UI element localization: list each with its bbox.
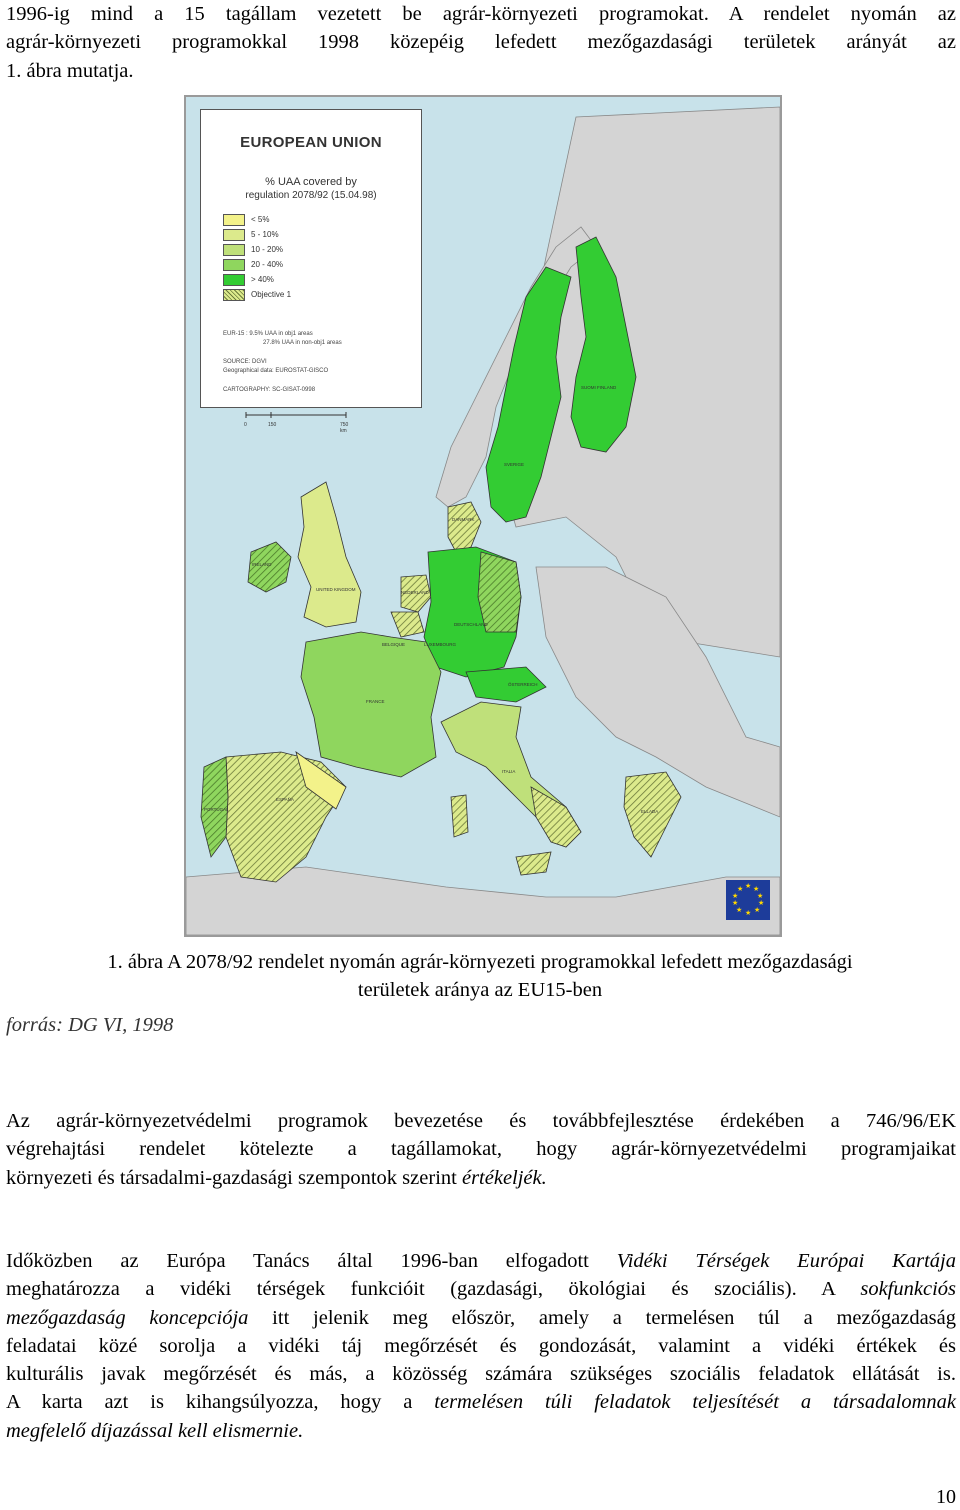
text-line: kulturális javak megőrzését és más, a közösség számára szükséges szociális feladatok ellátását is.	[6, 1363, 956, 1386]
map-label-sweden: SVERIGE	[504, 462, 525, 467]
text-line: feladatai közé sorolja a vidéki táj megőrzését és gondozását, valamint a vidéki értékek és	[6, 1334, 956, 1357]
map-label-belgium: BELGIQUE	[382, 642, 406, 647]
scale-label: 150	[268, 422, 277, 428]
map-label-portugal: PORTUGAL	[204, 807, 229, 812]
map-label-greece: ELLADA	[641, 809, 659, 814]
intro-paragraph	[6, 0, 956, 85]
text-line: meghatározza a vidéki térségek funkcióit (gazdasági, ökológiai és szociális). A sokfunkciós	[6, 1278, 956, 1301]
map-label-spain: ESPAÑA	[276, 797, 294, 802]
legend-item: Objective 1	[223, 289, 291, 301]
legend-item: > 40%	[223, 274, 274, 286]
text-line: A karta azt is kihangsúlyozza, hogy a termelésen túli feladatok teljesítését a társadalomnak	[6, 1391, 956, 1414]
legend-item: < 5%	[223, 214, 269, 226]
country-greece	[624, 772, 681, 857]
text-line: mezőgazdaság koncepciója itt jelenik meg először, amely a termelésen túl a mezőgazdaság	[6, 1306, 957, 1329]
map-label-netherlands: NEDERLAND	[401, 590, 429, 595]
figure-source: forrás: DG VI, 1998	[6, 1014, 174, 1036]
text-line: agrár-környezeti programokkal 1998 közepéig lefedett mezőgazdasági területek arányát az	[6, 31, 956, 54]
map-label-italy: ITALIA	[502, 769, 516, 774]
country-belgium	[391, 612, 424, 637]
caption-line: területek aránya az EU15-ben	[357, 979, 603, 1002]
legend-note: 27.8% UAA in non-obj1 areas	[263, 340, 342, 346]
body-paragraph	[6, 1247, 956, 1445]
text-line: Az agrár-környezetvédelmi programok bevezetése és továbbfejlesztése érdekében a 746/96/EK	[6, 1110, 956, 1132]
figure-caption	[0, 948, 960, 1005]
caption-line: 1. ábra A 2078/92 rendelet nyomán agrár-környezeti programokkal lefedett mezőgazdasági	[107, 951, 853, 973]
text-line: 1996-ig mind a 15 tagállam vezetett be agrár-környezeti programokat. A rendelet nyomán az	[6, 3, 956, 25]
text-line: 1. ábra mutatja.	[6, 59, 134, 82]
legend-cartography: CARTOGRAPHY: SC-GISAT-0998	[223, 387, 316, 393]
scale-label: 0	[244, 422, 247, 428]
text-line: környezeti és társadalmi-gazdasági szempontok szerint értékeljék.	[6, 1166, 547, 1189]
legend-swatch-hatched	[223, 289, 245, 301]
region-south-italy	[531, 787, 581, 847]
legend-swatch	[223, 229, 245, 241]
legend-swatch	[223, 214, 245, 226]
legend-source: SOURCE: DGVI	[223, 359, 267, 365]
legend-subtitle: % UAA covered by	[265, 176, 357, 188]
legend-item: 5 - 10%	[223, 229, 279, 241]
legend-item: 20 - 40%	[223, 259, 283, 271]
legend-swatch	[223, 259, 245, 271]
eu-map-figure	[184, 95, 782, 937]
legend-swatch	[223, 244, 245, 256]
legend-source: Geographical data: EUROSTAT-GISCO	[223, 368, 329, 374]
map-label-austria: ÖSTERREICH	[508, 682, 538, 687]
page-number: 10	[936, 1486, 956, 1508]
country-france	[301, 632, 441, 777]
region-east-germany	[478, 552, 521, 632]
map-label-finland: SUOMI FINLAND	[581, 385, 617, 390]
legend-subtitle: regulation 2078/92 (15.04.98)	[245, 190, 377, 201]
country-spain	[226, 752, 346, 882]
scale-label: 750 km	[340, 422, 349, 434]
body-paragraph	[6, 1107, 956, 1192]
legend-item: 10 - 20%	[223, 244, 283, 256]
island-sicily	[516, 852, 551, 875]
text-line: megfelelő díjazással kell elismernie.	[6, 1419, 304, 1442]
country-ireland	[248, 542, 291, 592]
legend-note: EUR-15 : 9.5% UAA in obj1 areas	[223, 331, 313, 337]
text-line: Időközben az Európa Tanács által 1996-ban elfogadott Vidéki Térségek Európai Kartája	[6, 1250, 956, 1272]
country-denmark	[448, 502, 481, 552]
map-label-germany: DEUTSCHLAND	[454, 622, 488, 627]
eu-flag-icon: ★ ★ ★ ★ ★ ★ ★ ★ ★ ★	[726, 880, 770, 920]
country-uk	[298, 482, 361, 627]
map-label-denmark: DANMARK	[452, 517, 475, 522]
text-line: végrehajtási rendelet kötelezte a tagállamokat, hogy agrár-környezetvédelmi programjaikat	[6, 1138, 956, 1161]
map-label-uk: UNITED KINGDOM	[316, 587, 356, 592]
map-label-ireland: IRELAND	[252, 562, 272, 567]
legend-title: EUROPEAN UNION	[240, 134, 382, 151]
map-label-france: FRANCE	[366, 699, 385, 704]
map-label-luxembourg: LUXEMBOURG	[424, 642, 457, 647]
island-sardinia	[451, 795, 468, 837]
legend-swatch	[223, 274, 245, 286]
map-legend	[200, 109, 422, 408]
